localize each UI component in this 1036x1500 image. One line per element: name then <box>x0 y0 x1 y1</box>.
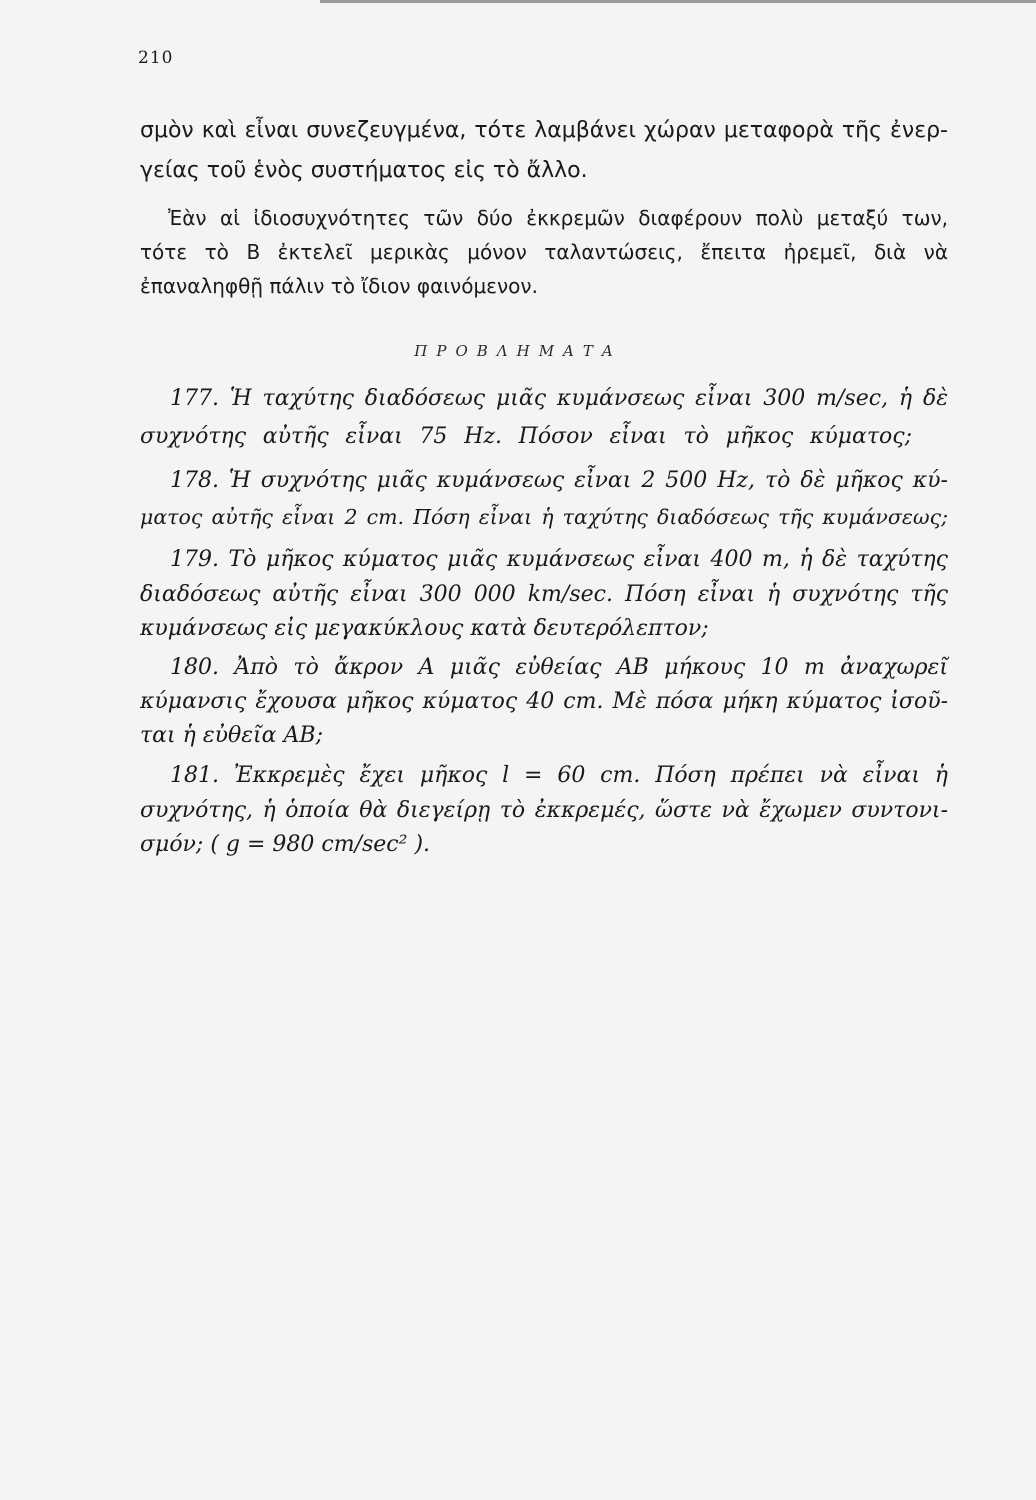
section-heading: ΠΡΟΒΛΗΜΑΤΑ <box>414 342 622 360</box>
problem-line: συχνότης, ἡ ὁποία θὰ διεγείρῃ τὸ ἐκκρεμές, ὥστε νὰ ἔχωμεν συντονι- <box>140 798 948 823</box>
problem-line: σμόν; ( g = 980 cm/sec² ). <box>140 832 431 857</box>
problem-line: ματος αὐτῆς εἶναι 2 cm. Πόση εἶναι ἡ ταχύτης διαδόσεως τῆς κυμάνσεως; <box>140 505 948 529</box>
problem-line: 178. Ἡ συχνότης μιᾶς κυμάνσεως εἶναι 2 500 Hz, τὸ δὲ μῆκος κύ- <box>170 468 948 493</box>
problem-line: κύμανσις ἔχουσα μῆκος κύματος 40 cm. Μὲ πόσα μήκη κύματος ἰσοῦ- <box>140 689 948 714</box>
problem-line: ται ἡ εὐθεῖα ΑΒ; <box>140 723 323 748</box>
problem-line: διαδόσεως αὐτῆς εἶναι 300 000 km/sec. Πόση εἶναι ἡ συχνότης τῆς <box>140 582 948 607</box>
problem-line: 180. Ἀπὸ τὸ ἄκρον Α μιᾶς εὐθείας ΑΒ μήκους 10 m ἀναχωρεῖ <box>170 655 948 680</box>
intro-line: σμὸν καὶ εἶναι συνεζευγμένα, τότε λαμβάνει χώραν μεταφορὰ τῆς ἐνερ- <box>140 118 948 143</box>
intro-line: τότε τὸ Β ἐκτελεῖ μερικὰς μόνον ταλαντώσεις, ἔπειτα ἠρεμεῖ, διὰ νὰ <box>140 240 948 264</box>
page-number: 210 <box>138 48 174 68</box>
problem-line: 179. Τὸ μῆκος κύματος μιᾶς κυμάνσεως εἶναι 400 m, ἡ δὲ ταχύτης <box>170 547 948 572</box>
problem-line: κυμάνσεως εἰς μεγακύκλους κατὰ δευτερόλεπτον; <box>140 616 709 641</box>
intro-line: Ἐὰν αἱ ἰδιοσυχνότητες τῶν δύο ἐκκρεμῶν διαφέρουν πολὺ μεταξύ των, <box>168 206 948 230</box>
problem-line: 177. Ἡ ταχύτης διαδόσεως μιᾶς κυμάνσεως εἶναι 300 m/sec, ἡ δὲ <box>170 386 948 411</box>
page-top-edge <box>320 0 1036 3</box>
intro-line: γείας τοῦ ἑνὸς συστήματος εἰς τὸ ἄλλο. <box>140 158 588 183</box>
intro-line: ἐπαναληφθῇ πάλιν τὸ ἴδιον φαινόμενον. <box>140 274 538 298</box>
problem-line: 181. Ἐκκρεμὲς ἔχει μῆκος l = 60 cm. Πόση πρέπει νὰ εἶναι ἡ <box>170 763 948 788</box>
problem-line: συχνότης αὐτῆς εἶναι 75 Hz. Πόσον εἶναι τὸ μῆκος κύματος; <box>140 424 912 449</box>
